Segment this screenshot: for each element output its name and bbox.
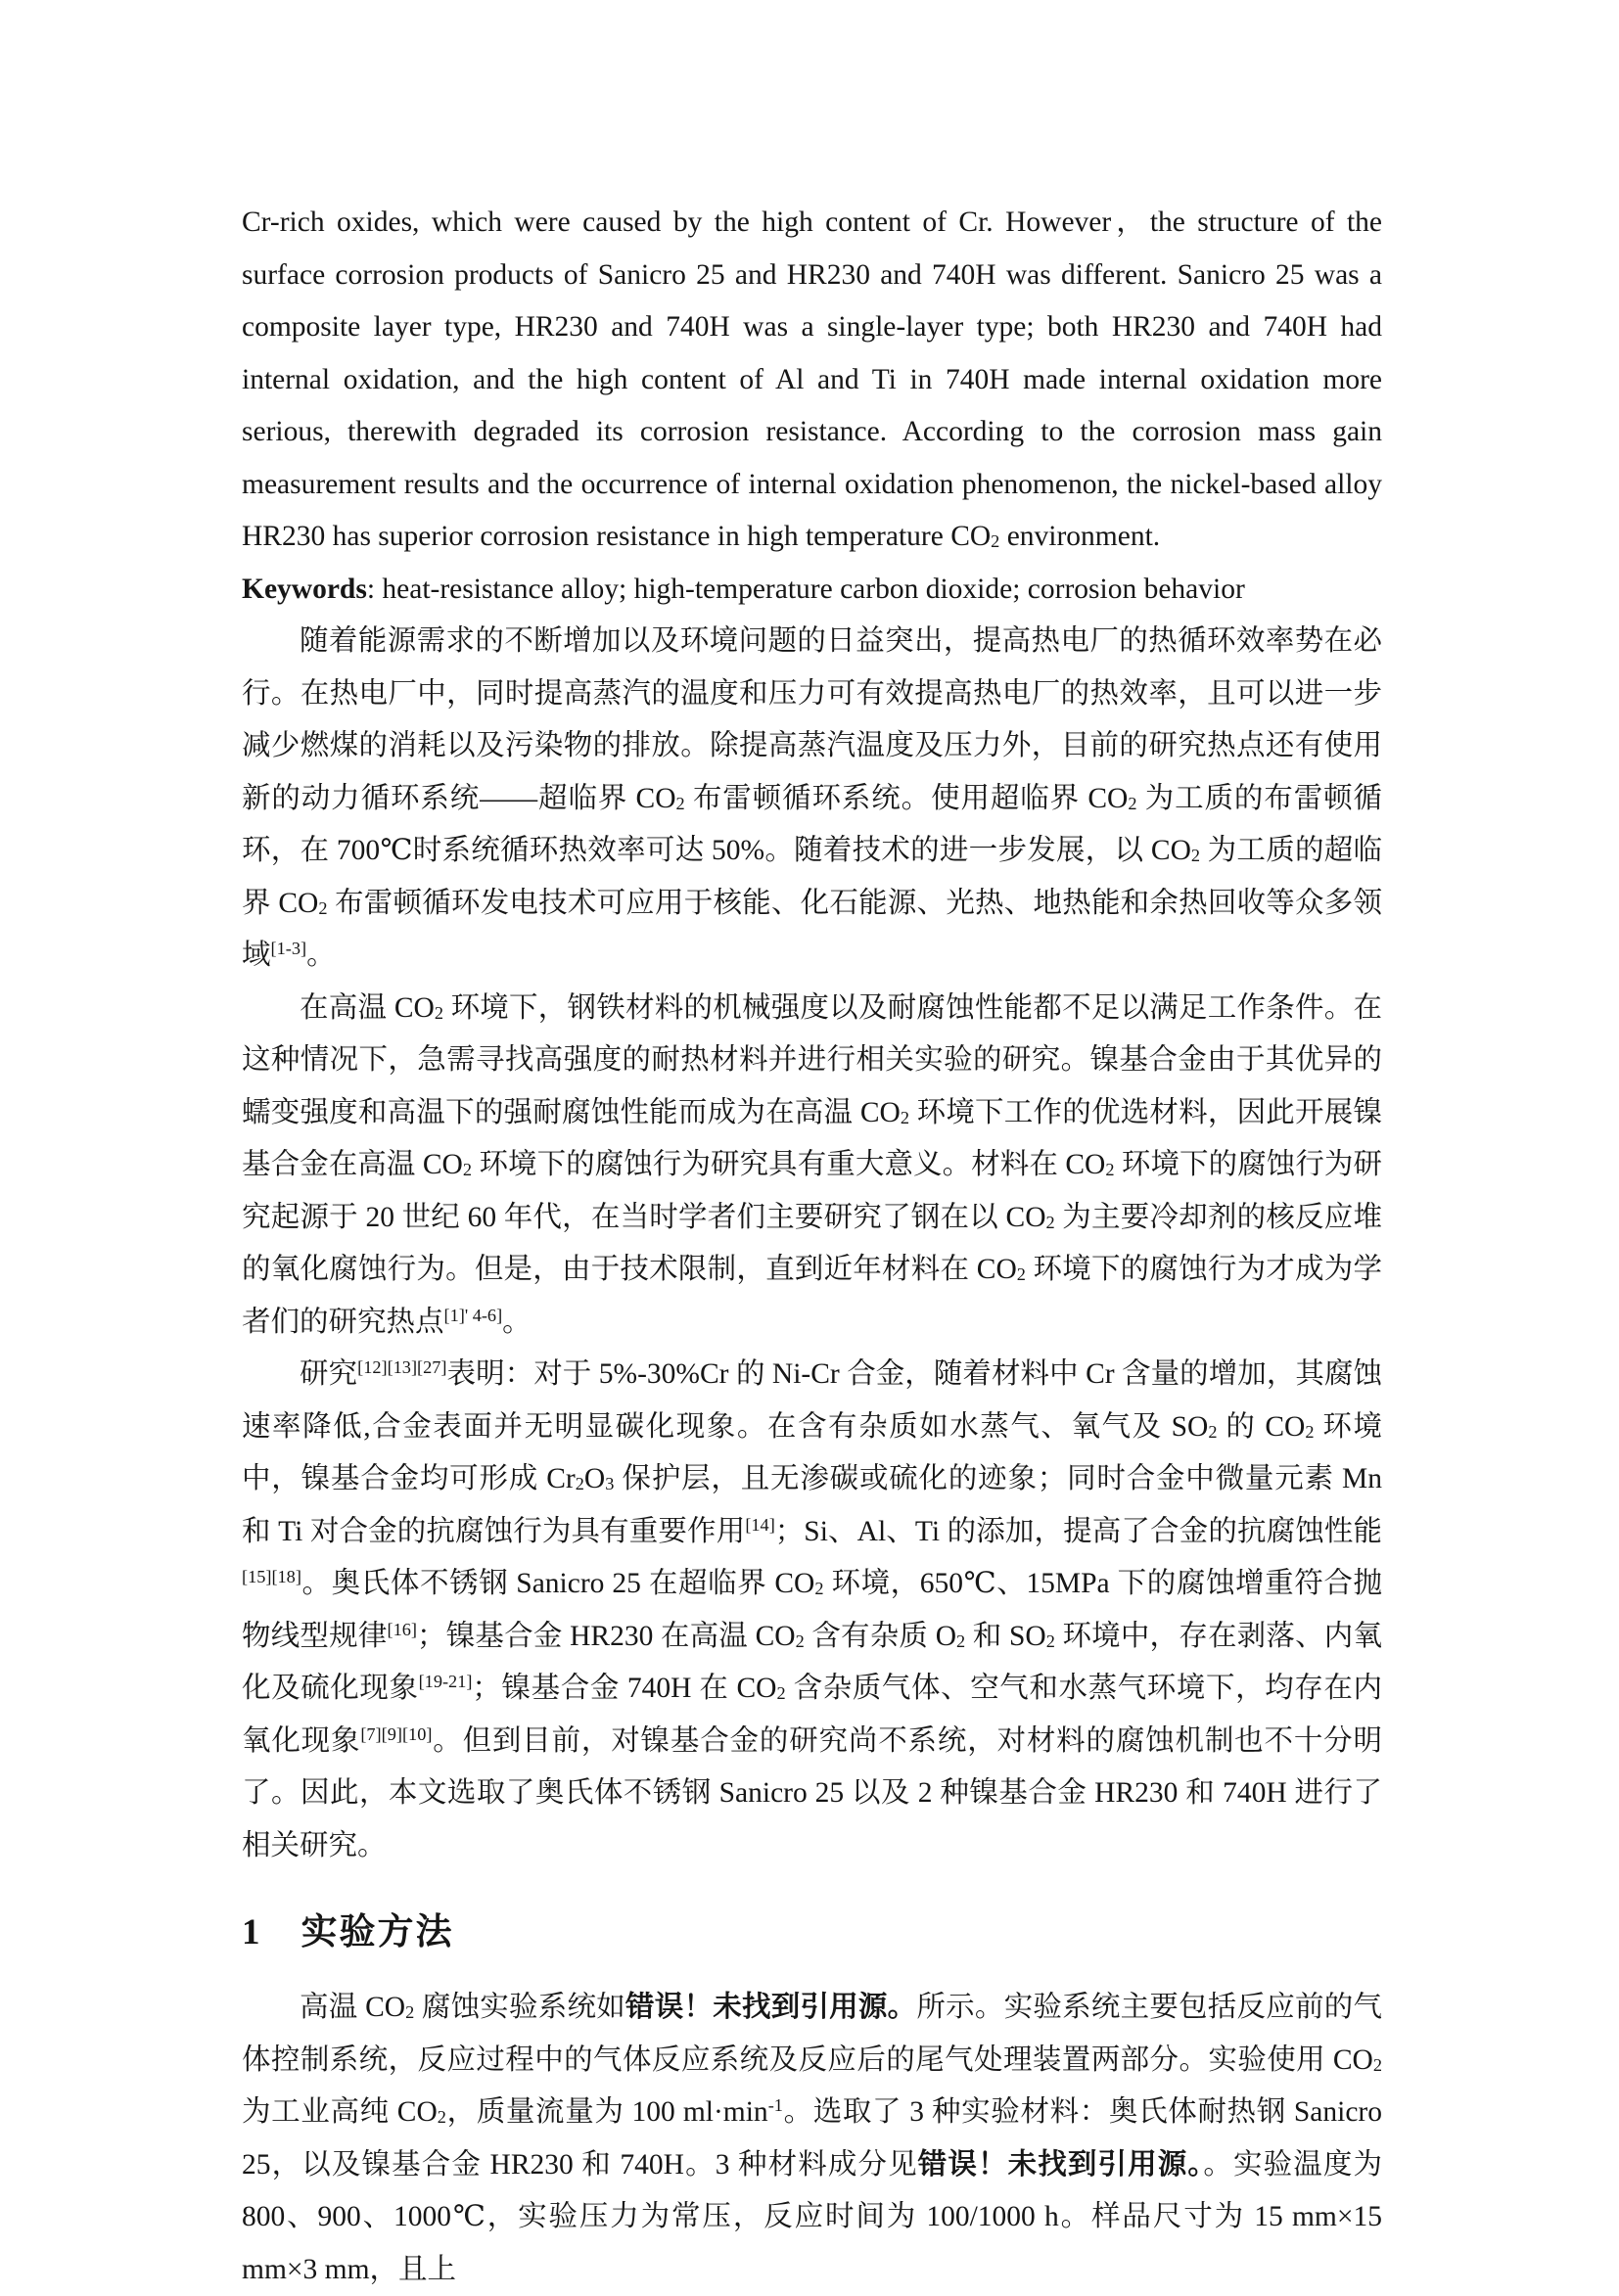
section-title: 实验方法 xyxy=(301,1911,454,1952)
page-text-block xyxy=(242,197,1382,2296)
section-heading xyxy=(242,1906,1382,1959)
intro-paragraph-2: 在高温 $CO_2$ 环境下，钢铁材料的机械强度以及耐腐蚀性能都不足以满足工作条件。在这种情况下，急需寻找高强度的耐热材料并进行相关实验的研究。镍基合金由于其优异的蠕变强度和高温下的强耐腐蚀性能而成为在高温 $CO_2$ 环境下工作的优选材料，因此开展镍基合金在高温 $CO_2$ 环境下的腐蚀行为研究具有重大意义。材料在 $CO_2$ 环境下的腐蚀行为研究起源于 20 世纪 60 年代，在当时学者们主要研究了钢在以 $CO_2$ 为主要冷却剂的核反应堆的氧化腐蚀行为。但是，由于技术限制，直到近年材料在 $CO_2$ 环境下的腐蚀行为才成为学者们的研究热点[1]' 4-6]。 xyxy=(242,991,1382,1338)
section-number: 1 xyxy=(242,1912,260,1952)
keywords-line: Keywords: heat-resistance alloy; high-temperature carbon dioxide; corrosion behavior xyxy=(242,573,1245,605)
intro-paragraph-1: 随着能源需求的不断增加以及环境问题的日益突出，提高热电厂的热循环效率势在必行。在热电厂中，同时提高蒸汽的温度和压力可有效提高热电厂的热效率，且可以进一步减少燃煤的消耗以及污染物的排放。除提高蒸汽温度及压力外，目前的研究热点还有使用新的动力循环系统——超临界 $CO_2$ 布雷顿循环系统。使用超临界 $CO_2$ 为工质的布雷顿循环，在 700℃时系统循环热效率可达 50%。随着技术的进一步发展，以 $CO_2$ 为工质的超临界 $CO_2$ 布雷顿循环发电技术可应用于核能、化石能源、光热、地热能和余热回收等众多领域[1-3]。 xyxy=(242,625,1382,971)
methods-paragraph: 高温 $CO_2$ 腐蚀实验系统如错误！未找到引用源。所示。实验系统主要包括反应前的气体控制系统，反应过程中的气体反应系统及反应后的尾气处理装置两部分。实验使用 $CO_2$ 为工业高纯 $CO_2$，质量流量为 100 $ml\cdot\min^{-1}$。选取了 3 种实验材料：奥氏体耐热钢 Sanicro 25，以及镍基合金 HR230 和 740H。3 种材料成分见错误！未找到引用源。。实验温度为 800、900、1000℃，实验压力为常压，反应时间为 100/1000 h。样品尺寸为 15 mm×15 mm×3 mm，且上 xyxy=(242,1992,1382,2285)
abstract-continuation-paragraph: Cr-rich oxides, which were caused by the high content of Cr. However，the structure of the surface corrosion products of Sanicro 25 and HR230 and 740H was different. Sanicro 25 was a composite layer type, HR230 and 740H was a single-layer type; both HR230 and 740H had internal oxidation, and the high content of Al and Ti in 740H made internal oxidation more serious, therewith degraded its corrosion resistance. According to the corrosion mass gain measurement results and the occurrence of internal oxidation phenomenon, the nickel-based alloy HR230 has superior corrosion resistance in high temperature $CO_2$ environment. xyxy=(242,207,1382,552)
intro-paragraph-3: 研究[12][13][27]表明：对于 5%-30%Cr 的 Ni-Cr 合金，随着材料中 Cr 含量的增加，其腐蚀速率降低,合金表面并无明显碳化现象。在含有杂质如水蒸气、氧气及 $SO_2$ 的 $CO_2$ 环境中，镍基合金均可形成 $Cr_2O_3$ 保护层，且无渗碳或硫化的迹象；同时合金中微量元素 Mn 和 Ti 对合金的抗腐蚀行为具有重要作用[14]；Si、Al、Ti 的添加，提高了合金的抗腐蚀性能[15][18]。奥氏体不锈钢 Sanicro 25 在超临界 $CO_2$ 环境，650℃、15MPa 下的腐蚀增重符合抛物线型规律[16]；镍基合金 HR230 在高温 $CO_2$ 含有杂质 $O_2$ 和 $SO_2$ 环境中，存在剥落、内氧化及硫化现象[19-21]；镍基合金 740H 在 $CO_2$ 含杂质气体、空气和水蒸气环境下，均存在内氧化现象[7][9][10]。但到目前，对镍基合金的研究尚不系统，对材料的腐蚀机制也不十分明了。因此，本文选取了奥氏体不锈钢 Sanicro 25 以及 2 种镍基合金 HR230 和 740H 进行了相关研究。 xyxy=(242,1356,1383,1861)
